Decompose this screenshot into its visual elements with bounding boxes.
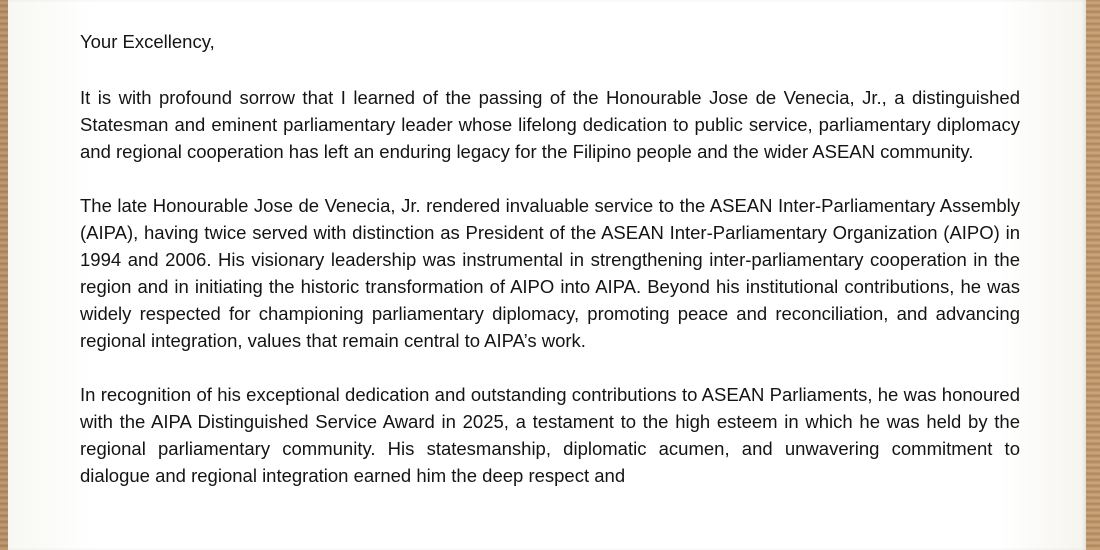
paragraph-service: The late Honourable Jose de Venecia, Jr. rendered invaluable service to the ASEAN Inter-Parliamentary Assembly (AIPA), having twice served with distinction as President of the ASEAN Inter-Parliamentary Organization (AIPO) in 1994 and 2006. His visionary leadership was instrumental in strengthening inter-parliamentary cooperation in the region and in initiating the historic transformation of AIPO into AIPA. Beyond his institutional contributions, he was widely respected for championing parliamentary diplomacy, promoting peace and reconciliation, and advancing regional integration, values that remain central to AIPA’s work.: [80, 195, 1020, 351]
letter-page: [8, 0, 1086, 550]
paragraph-recognition: In recognition of his exceptional dedication and outstanding contributions to ASEAN Parliaments, he was honoured with the AIPA Distinguished Service Award in 2025, a testament to the high esteem in which he was held by the regional parliamentary community. His statesmanship, diplomatic acumen, and unwavering commitment to dialogue and regional integration earned him the deep respect and: [80, 384, 1020, 486]
salutation: Your Excellency,: [80, 31, 215, 52]
letter-body: [80, 28, 1020, 516]
paper-edge-left: [0, 0, 8, 550]
paper-edge-right: [1086, 0, 1100, 550]
paragraph-condolence: It is with profound sorrow that I learned of the passing of the Honourable Jose de Venecia, Jr., a distinguished Statesman and eminent parliamentary leader whose lifelong dedication to public service, parliamentary diplomacy and regional cooperation has left an enduring legacy for the Filipino people and the wider ASEAN community.: [80, 87, 1020, 162]
